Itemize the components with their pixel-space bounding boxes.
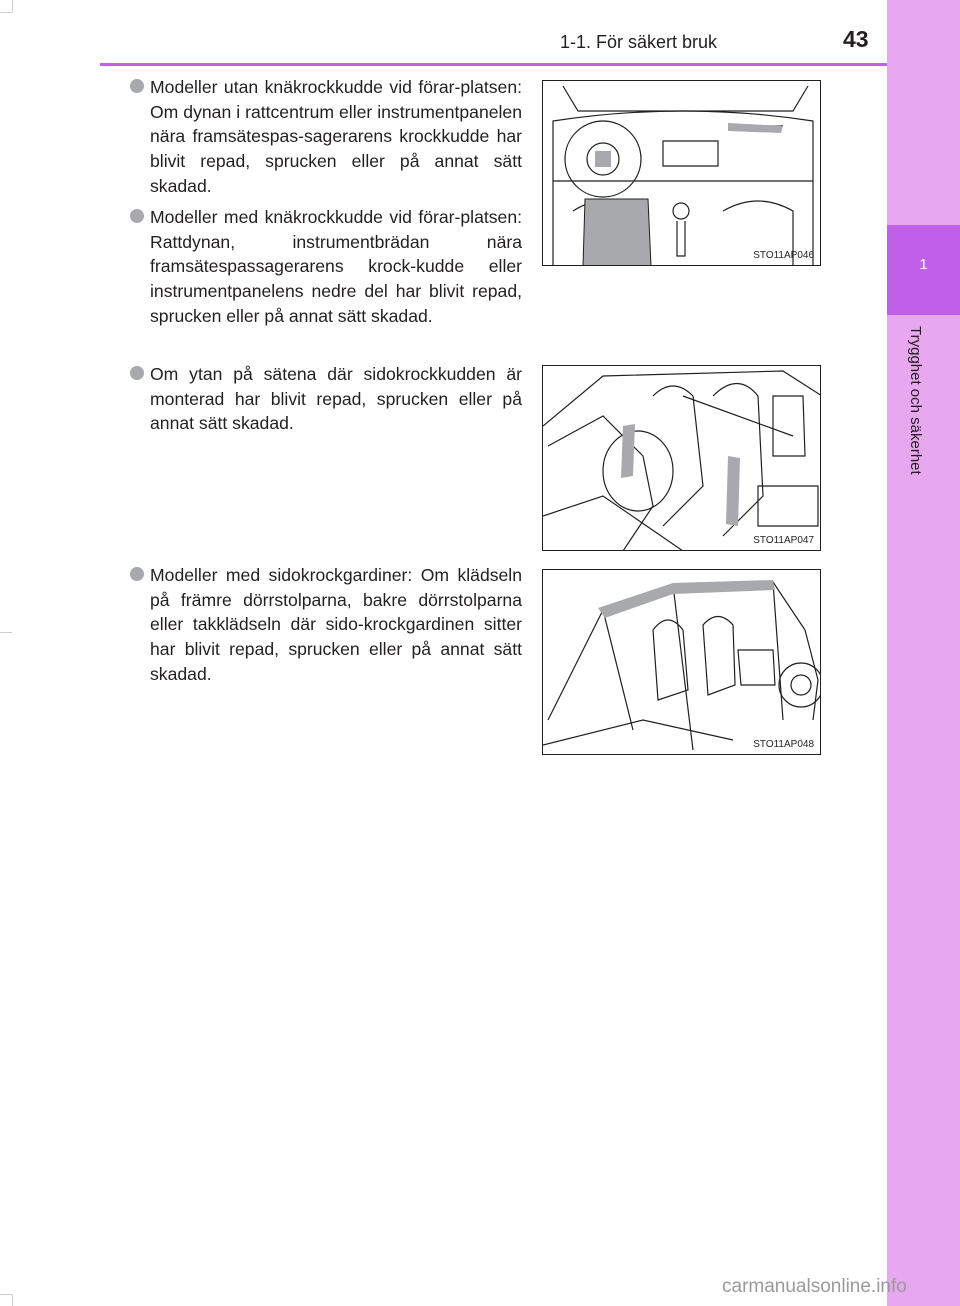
figure-dashboard bbox=[542, 80, 821, 266]
bullet-item bbox=[130, 362, 522, 436]
bullet-item bbox=[130, 75, 522, 199]
header-rule bbox=[100, 63, 887, 66]
crop-mark bbox=[0, 1294, 12, 1295]
bullet-icon bbox=[130, 79, 144, 93]
bullet-icon bbox=[130, 366, 144, 380]
figure-code: STO11AP046 bbox=[753, 250, 814, 261]
chapter-number: 1 bbox=[919, 256, 928, 273]
bullet-text: Modeller med knäkrockkudde vid förar-platsen: Rattdynan, instrumentbrädan nära framsätespassagerarens krock-kudde eller instrumentpanelens nedre del har blivit repad, sprucken eller på annat sätt skadad. bbox=[150, 207, 522, 326]
chapter-sidebar bbox=[887, 0, 960, 1306]
figure-side-seat bbox=[542, 365, 821, 551]
figure-curtain-airbag bbox=[542, 569, 821, 755]
bullet-text: Modeller utan knäkrockkudde vid förar-platsen: Om dynan i rattcentrum eller instrumentpanelen nära framsätespas-sagerarens krockkudde har blivit repad, sprucken eller på annat sätt skadad. bbox=[150, 77, 522, 196]
bullet-item bbox=[130, 205, 522, 329]
bullet-icon bbox=[130, 567, 144, 581]
section-title: 1-1. För säkert bruk bbox=[560, 32, 718, 52]
bullet-icon bbox=[130, 209, 144, 223]
dashboard-illustration-icon bbox=[543, 81, 821, 266]
curtain-airbag-illustration-icon bbox=[543, 570, 821, 755]
figure-code: STO11AP048 bbox=[753, 739, 814, 750]
side-seat-illustration-icon bbox=[543, 366, 821, 551]
chapter-title: Trygghet och säkerhet bbox=[907, 326, 924, 475]
crop-mark bbox=[0, 12, 12, 13]
bullet-item bbox=[130, 563, 522, 687]
crop-mark bbox=[12, 1294, 13, 1306]
crop-mark bbox=[12, 0, 13, 12]
bullet-text: Om ytan på sätena där sidokrockkudden är monterad har blivit repad, sprucken eller på annat sätt skadad. bbox=[150, 364, 522, 434]
figure-code: STO11AP047 bbox=[753, 535, 814, 546]
crop-mark bbox=[0, 632, 12, 633]
watermark: carmanualsonline.info bbox=[722, 1276, 907, 1297]
bullet-text: Modeller med sidokrockgardiner: Om klädseln på främre dörrstolparna, bakre dörrstolparna eller takklädseln där sido-krockgardinen sitter har blivit repad, sprucken eller på annat sätt skadad. bbox=[150, 565, 522, 684]
page-number: 43 bbox=[843, 26, 869, 52]
